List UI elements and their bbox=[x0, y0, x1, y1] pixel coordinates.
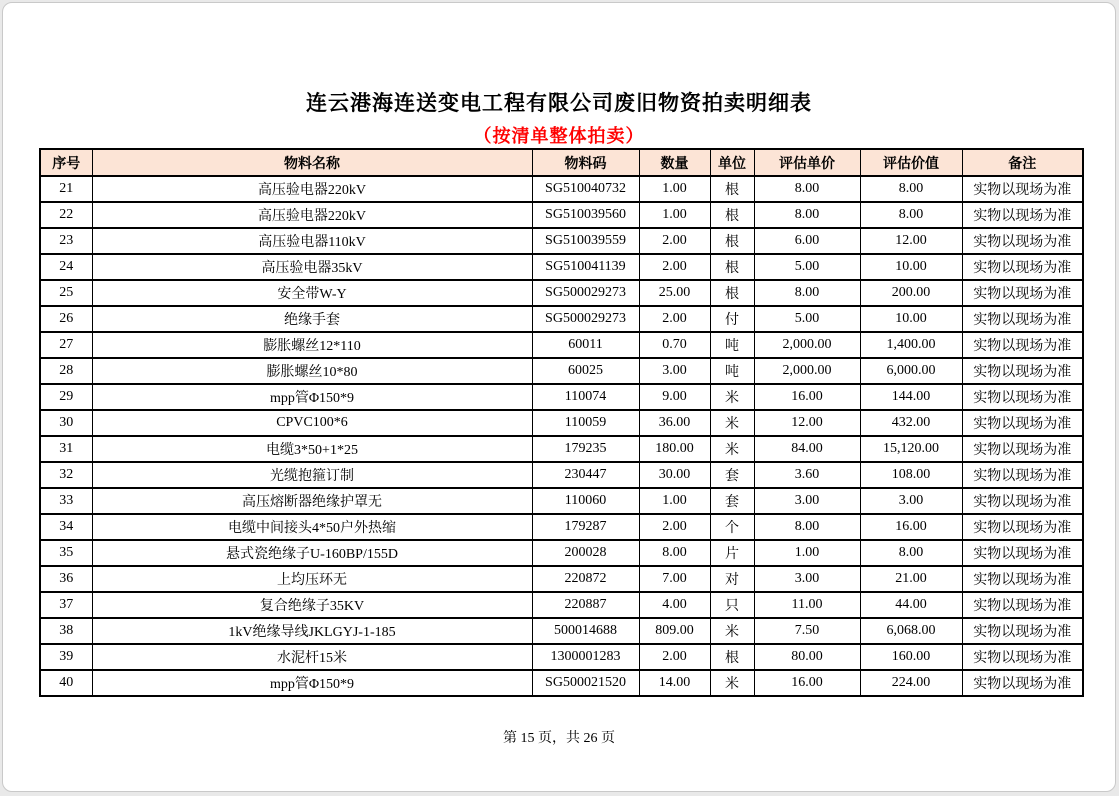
col-unit-cell: 片 bbox=[710, 540, 754, 566]
col-index-cell: 28 bbox=[40, 358, 92, 384]
column-header-material-name: 物料名称 bbox=[92, 149, 532, 176]
table-row bbox=[40, 254, 1083, 280]
col-material-code-cell: 220887 bbox=[532, 592, 639, 618]
col-unit-cell: 米 bbox=[710, 670, 754, 696]
col-quantity-cell: 14.00 bbox=[639, 670, 710, 696]
col-remark-cell: 实物以现场为准 bbox=[962, 436, 1083, 462]
col-material-code-cell: SG500029273 bbox=[532, 280, 639, 306]
col-quantity-cell: 809.00 bbox=[639, 618, 710, 644]
table-row bbox=[40, 488, 1083, 514]
col-index-cell: 22 bbox=[40, 202, 92, 228]
table-row bbox=[40, 306, 1083, 332]
col-index-cell: 29 bbox=[40, 384, 92, 410]
col-value-cell: 15,120.00 bbox=[860, 436, 962, 462]
col-material-name-cell: 高压验电器220kV bbox=[92, 202, 532, 228]
col-index-cell: 31 bbox=[40, 436, 92, 462]
col-remark-cell: 实物以现场为准 bbox=[962, 488, 1083, 514]
column-header-value: 评估价值 bbox=[860, 149, 962, 176]
col-remark-cell: 实物以现场为准 bbox=[962, 670, 1083, 696]
col-material-code-cell: 60025 bbox=[532, 358, 639, 384]
col-unit-cell: 套 bbox=[710, 488, 754, 514]
col-value-cell: 432.00 bbox=[860, 410, 962, 436]
col-remark-cell: 实物以现场为准 bbox=[962, 176, 1083, 202]
col-unit-cell: 米 bbox=[710, 436, 754, 462]
col-material-name-cell: 复合绝缘子35KV bbox=[92, 592, 532, 618]
col-unit-cell: 对 bbox=[710, 566, 754, 592]
col-index-cell: 24 bbox=[40, 254, 92, 280]
col-quantity-cell: 7.00 bbox=[639, 566, 710, 592]
col-value-cell: 144.00 bbox=[860, 384, 962, 410]
col-quantity-cell: 36.00 bbox=[639, 410, 710, 436]
col-index-cell: 37 bbox=[40, 592, 92, 618]
page-title: 连云港海连送变电工程有限公司废旧物资拍卖明细表 bbox=[306, 92, 812, 115]
col-material-name-cell: CPVC100*6 bbox=[92, 410, 532, 436]
col-unit-price-cell: 1.00 bbox=[754, 540, 860, 566]
col-remark-cell: 实物以现场为准 bbox=[962, 462, 1083, 488]
col-unit-cell: 个 bbox=[710, 514, 754, 540]
col-material-name-cell: 光缆抱箍订制 bbox=[92, 462, 532, 488]
col-material-code-cell: 230447 bbox=[532, 462, 639, 488]
materials-table bbox=[39, 148, 1084, 697]
col-material-code-cell: 110074 bbox=[532, 384, 639, 410]
column-header-quantity: 数量 bbox=[639, 149, 710, 176]
col-unit-cell: 付 bbox=[710, 306, 754, 332]
col-material-code-cell: 220872 bbox=[532, 566, 639, 592]
col-remark-cell: 实物以现场为准 bbox=[962, 306, 1083, 332]
col-remark-cell: 实物以现场为准 bbox=[962, 514, 1083, 540]
col-material-code-cell: 1300001283 bbox=[532, 644, 639, 670]
table-row bbox=[40, 358, 1083, 384]
col-index-cell: 23 bbox=[40, 228, 92, 254]
col-value-cell: 8.00 bbox=[860, 540, 962, 566]
col-material-code-cell: SG510041139 bbox=[532, 254, 639, 280]
col-remark-cell: 实物以现场为准 bbox=[962, 202, 1083, 228]
col-unit-cell: 吨 bbox=[710, 332, 754, 358]
col-unit-price-cell: 16.00 bbox=[754, 384, 860, 410]
col-material-code-cell: 500014688 bbox=[532, 618, 639, 644]
column-header-unit-price: 评估单价 bbox=[754, 149, 860, 176]
col-material-name-cell: 悬式瓷绝缘子U-160BP/155D bbox=[92, 540, 532, 566]
col-index-cell: 36 bbox=[40, 566, 92, 592]
col-unit-cell: 根 bbox=[710, 254, 754, 280]
table-row bbox=[40, 280, 1083, 306]
col-quantity-cell: 30.00 bbox=[639, 462, 710, 488]
col-value-cell: 21.00 bbox=[860, 566, 962, 592]
page-number: 第 15 页，共 26 页 bbox=[503, 731, 615, 746]
col-material-name-cell: 电缆3*50+1*25 bbox=[92, 436, 532, 462]
col-material-code-cell: 60011 bbox=[532, 332, 639, 358]
column-header-index: 序号 bbox=[40, 149, 92, 176]
col-material-name-cell: 绝缘手套 bbox=[92, 306, 532, 332]
col-material-code-cell: SG510040732 bbox=[532, 176, 639, 202]
table-row bbox=[40, 332, 1083, 358]
col-unit-cell: 根 bbox=[710, 176, 754, 202]
col-quantity-cell: 0.70 bbox=[639, 332, 710, 358]
col-index-cell: 40 bbox=[40, 670, 92, 696]
col-unit-price-cell: 6.00 bbox=[754, 228, 860, 254]
table-row bbox=[40, 410, 1083, 436]
col-unit-price-cell: 8.00 bbox=[754, 176, 860, 202]
col-material-name-cell: 上均压环无 bbox=[92, 566, 532, 592]
col-unit-price-cell: 12.00 bbox=[754, 410, 860, 436]
col-value-cell: 10.00 bbox=[860, 306, 962, 332]
col-remark-cell: 实物以现场为准 bbox=[962, 618, 1083, 644]
col-remark-cell: 实物以现场为准 bbox=[962, 228, 1083, 254]
col-unit-price-cell: 80.00 bbox=[754, 644, 860, 670]
col-index-cell: 26 bbox=[40, 306, 92, 332]
col-quantity-cell: 2.00 bbox=[639, 228, 710, 254]
col-quantity-cell: 4.00 bbox=[639, 592, 710, 618]
col-value-cell: 6,068.00 bbox=[860, 618, 962, 644]
table-row bbox=[40, 540, 1083, 566]
col-index-cell: 32 bbox=[40, 462, 92, 488]
col-value-cell: 108.00 bbox=[860, 462, 962, 488]
col-index-cell: 38 bbox=[40, 618, 92, 644]
table-row bbox=[40, 592, 1083, 618]
col-unit-price-cell: 11.00 bbox=[754, 592, 860, 618]
col-material-name-cell: 水泥杆15米 bbox=[92, 644, 532, 670]
col-material-code-cell: SG500021520 bbox=[532, 670, 639, 696]
col-remark-cell: 实物以现场为准 bbox=[962, 644, 1083, 670]
col-unit-price-cell: 7.50 bbox=[754, 618, 860, 644]
table-row bbox=[40, 670, 1083, 696]
col-material-name-cell: 安全带W-Y bbox=[92, 280, 532, 306]
table-row bbox=[40, 644, 1083, 670]
col-material-name-cell: 膨胀螺丝12*110 bbox=[92, 332, 532, 358]
table-row bbox=[40, 176, 1083, 202]
col-material-code-cell: 179287 bbox=[532, 514, 639, 540]
table-row bbox=[40, 436, 1083, 462]
col-unit-price-cell: 2,000.00 bbox=[754, 358, 860, 384]
col-value-cell: 8.00 bbox=[860, 176, 962, 202]
col-material-name-cell: 高压熔断器绝缘护罩无 bbox=[92, 488, 532, 514]
col-material-name-cell: 高压验电器110kV bbox=[92, 228, 532, 254]
col-unit-price-cell: 3.60 bbox=[754, 462, 860, 488]
table-row bbox=[40, 384, 1083, 410]
col-index-cell: 34 bbox=[40, 514, 92, 540]
col-unit-price-cell: 8.00 bbox=[754, 514, 860, 540]
col-index-cell: 35 bbox=[40, 540, 92, 566]
col-unit-cell: 米 bbox=[710, 384, 754, 410]
col-unit-price-cell: 5.00 bbox=[754, 306, 860, 332]
col-remark-cell: 实物以现场为准 bbox=[962, 358, 1083, 384]
col-quantity-cell: 2.00 bbox=[639, 514, 710, 540]
col-quantity-cell: 3.00 bbox=[639, 358, 710, 384]
table-row bbox=[40, 462, 1083, 488]
col-value-cell: 200.00 bbox=[860, 280, 962, 306]
col-value-cell: 1,400.00 bbox=[860, 332, 962, 358]
col-remark-cell: 实物以现场为准 bbox=[962, 280, 1083, 306]
col-value-cell: 224.00 bbox=[860, 670, 962, 696]
col-remark-cell: 实物以现场为准 bbox=[962, 592, 1083, 618]
col-quantity-cell: 2.00 bbox=[639, 254, 710, 280]
col-material-code-cell: 110059 bbox=[532, 410, 639, 436]
col-value-cell: 16.00 bbox=[860, 514, 962, 540]
col-remark-cell: 实物以现场为准 bbox=[962, 566, 1083, 592]
col-unit-price-cell: 2,000.00 bbox=[754, 332, 860, 358]
col-quantity-cell: 9.00 bbox=[639, 384, 710, 410]
col-value-cell: 3.00 bbox=[860, 488, 962, 514]
col-unit-cell: 根 bbox=[710, 644, 754, 670]
col-index-cell: 39 bbox=[40, 644, 92, 670]
col-material-code-cell: SG500029273 bbox=[532, 306, 639, 332]
col-unit-cell: 只 bbox=[710, 592, 754, 618]
col-quantity-cell: 1.00 bbox=[639, 202, 710, 228]
col-material-name-cell: mpp管Φ150*9 bbox=[92, 384, 532, 410]
col-remark-cell: 实物以现场为准 bbox=[962, 384, 1083, 410]
col-unit-price-cell: 8.00 bbox=[754, 202, 860, 228]
col-material-code-cell: 200028 bbox=[532, 540, 639, 566]
col-material-name-cell: 高压验电器35kV bbox=[92, 254, 532, 280]
col-unit-price-cell: 3.00 bbox=[754, 488, 860, 514]
col-index-cell: 30 bbox=[40, 410, 92, 436]
col-material-name-cell: 电缆中间接头4*50户外热缩 bbox=[92, 514, 532, 540]
table-row bbox=[40, 618, 1083, 644]
col-unit-cell: 根 bbox=[710, 202, 754, 228]
col-unit-price-cell: 3.00 bbox=[754, 566, 860, 592]
col-remark-cell: 实物以现场为准 bbox=[962, 410, 1083, 436]
column-header-unit: 单位 bbox=[710, 149, 754, 176]
col-material-name-cell: 膨胀螺丝10*80 bbox=[92, 358, 532, 384]
col-unit-cell: 吨 bbox=[710, 358, 754, 384]
col-remark-cell: 实物以现场为准 bbox=[962, 540, 1083, 566]
col-unit-cell: 米 bbox=[710, 410, 754, 436]
table-header-row bbox=[40, 149, 1083, 176]
col-material-code-cell: SG510039560 bbox=[532, 202, 639, 228]
table-row bbox=[40, 566, 1083, 592]
table-row bbox=[40, 202, 1083, 228]
table-row bbox=[40, 514, 1083, 540]
col-material-code-cell: 110060 bbox=[532, 488, 639, 514]
col-material-code-cell: 179235 bbox=[532, 436, 639, 462]
col-material-name-cell: mpp管Φ150*9 bbox=[92, 670, 532, 696]
col-unit-price-cell: 16.00 bbox=[754, 670, 860, 696]
column-header-material-code: 物料码 bbox=[532, 149, 639, 176]
col-quantity-cell: 1.00 bbox=[639, 176, 710, 202]
col-material-code-cell: SG510039559 bbox=[532, 228, 639, 254]
col-unit-cell: 米 bbox=[710, 618, 754, 644]
col-unit-price-cell: 84.00 bbox=[754, 436, 860, 462]
col-quantity-cell: 2.00 bbox=[639, 644, 710, 670]
page-subtitle: （按清单整体拍卖） bbox=[473, 126, 645, 146]
col-index-cell: 21 bbox=[40, 176, 92, 202]
table-body bbox=[40, 176, 1083, 696]
col-value-cell: 10.00 bbox=[860, 254, 962, 280]
col-remark-cell: 实物以现场为准 bbox=[962, 254, 1083, 280]
col-unit-cell: 根 bbox=[710, 280, 754, 306]
column-header-remark: 备注 bbox=[962, 149, 1083, 176]
col-unit-price-cell: 5.00 bbox=[754, 254, 860, 280]
col-quantity-cell: 180.00 bbox=[639, 436, 710, 462]
col-unit-cell: 根 bbox=[710, 228, 754, 254]
col-unit-cell: 套 bbox=[710, 462, 754, 488]
col-quantity-cell: 1.00 bbox=[639, 488, 710, 514]
col-index-cell: 33 bbox=[40, 488, 92, 514]
col-quantity-cell: 25.00 bbox=[639, 280, 710, 306]
col-unit-price-cell: 8.00 bbox=[754, 280, 860, 306]
col-value-cell: 12.00 bbox=[860, 228, 962, 254]
col-remark-cell: 实物以现场为准 bbox=[962, 332, 1083, 358]
col-value-cell: 8.00 bbox=[860, 202, 962, 228]
col-index-cell: 27 bbox=[40, 332, 92, 358]
col-value-cell: 44.00 bbox=[860, 592, 962, 618]
table-row bbox=[40, 228, 1083, 254]
col-quantity-cell: 8.00 bbox=[639, 540, 710, 566]
col-value-cell: 160.00 bbox=[860, 644, 962, 670]
col-material-name-cell: 高压验电器220kV bbox=[92, 176, 532, 202]
col-quantity-cell: 2.00 bbox=[639, 306, 710, 332]
col-index-cell: 25 bbox=[40, 280, 92, 306]
col-value-cell: 6,000.00 bbox=[860, 358, 962, 384]
document-page bbox=[2, 2, 1116, 792]
col-material-name-cell: 1kV绝缘导线JKLGYJ-1-185 bbox=[92, 618, 532, 644]
